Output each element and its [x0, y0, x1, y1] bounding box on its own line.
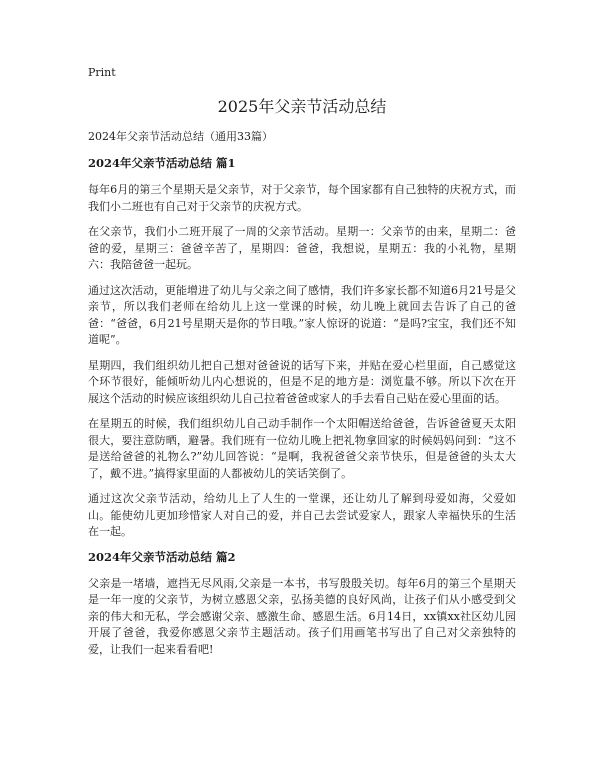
- paragraph: 通过这次父亲节活动，给幼儿上了人生的一堂课，还让幼儿了解到母爱如海，父爱如山。能使幼儿更加珍惜家人对自己的爱，并自己去尝试爱家人，跟家人幸福快乐的生活在一起。: [88, 492, 516, 538]
- paragraph: 每年6月的第三个星期天是父亲节，对于父亲节，每个国家都有自己独特的庆祝方式，而我们小二班也有自己对于父亲节的庆祝方式。: [88, 183, 516, 213]
- section-2: [88, 550, 516, 659]
- print-link[interactable]: Print: [88, 66, 116, 79]
- paragraph: 通过这次活动，更能增进了幼儿与父亲之间了感情，我们许多家长都不知道6月21号是父亲节，所以我们老师在给幼儿上这一堂课的时候，幼儿晚上就回去告诉了自己的爸爸：“爸爸，6月21号星期天是你的节日哦。”家人惊讶的说道：“是吗?宝宝，我们还不知道呢”。: [88, 283, 516, 346]
- paragraph: 在星期五的时候，我们组织幼儿自己动手制作一个太阳帽送给爸爸，告诉爸爸夏天太阳很大，要注意防晒，避暑。我们班有一位幼儿晚上把礼物拿回家的时候妈妈问到：“这不是送给爸爸的礼物么?”幼儿回答说：“是啊，我祝爸爸父亲节快乐，但是爸爸的头太大了，戴不进。”搞得家里面的人都被幼儿的笑话笑倒了。: [88, 417, 516, 480]
- section-heading: 2024年父亲节活动总结 篇1: [88, 156, 236, 170]
- paragraph: 在父亲节，我们小二班开展了一周的父亲节活动。星期一：父亲节的由来，星期二：爸爸的爱，星期三：爸爸辛苦了，星期四：爸爸，我想说，星期五：我的小礼物，星期六：我陪爸爸一起玩。: [88, 225, 516, 271]
- section-heading: 2024年父亲节活动总结 篇2: [88, 549, 236, 564]
- paragraph: 父亲是一堵墙，遮挡无尽风雨,父亲是一本书，书写殷殷关切。每年6月的第三个星期天是一年一度的父亲节，为树立感恩父亲，弘扬美德的良好风尚，让孩子们从小感受到父亲的伟大和无私，学会感谢父亲、感激生命、感恩生活。6月14日，xx镇xx社区幼儿园开展了爸爸，我爱你感恩父亲节主题活动。孩子们用画笔书写出了自己对父亲独特的爱，让我们一起来看看吧!: [88, 576, 516, 656]
- document-page: [88, 66, 516, 667]
- document-subtitle: 2024年父亲节活动总结（通用33篇）: [88, 130, 273, 143]
- paragraph: 星期四，我们组织幼儿把自己想对爸爸说的话写下来，并贴在爱心栏里面，自己感觉这个环节很好，能倾听幼儿内心想说的，但是不足的地方是：浏览量不够。所以下次在开展这个活动的时候应该组织幼儿自己拉着爸爸或家人的手去看自己贴在爱心里面的话。: [88, 358, 516, 405]
- section-1: [88, 156, 516, 541]
- document-title: 2025年父亲节活动总结: [217, 97, 387, 116]
